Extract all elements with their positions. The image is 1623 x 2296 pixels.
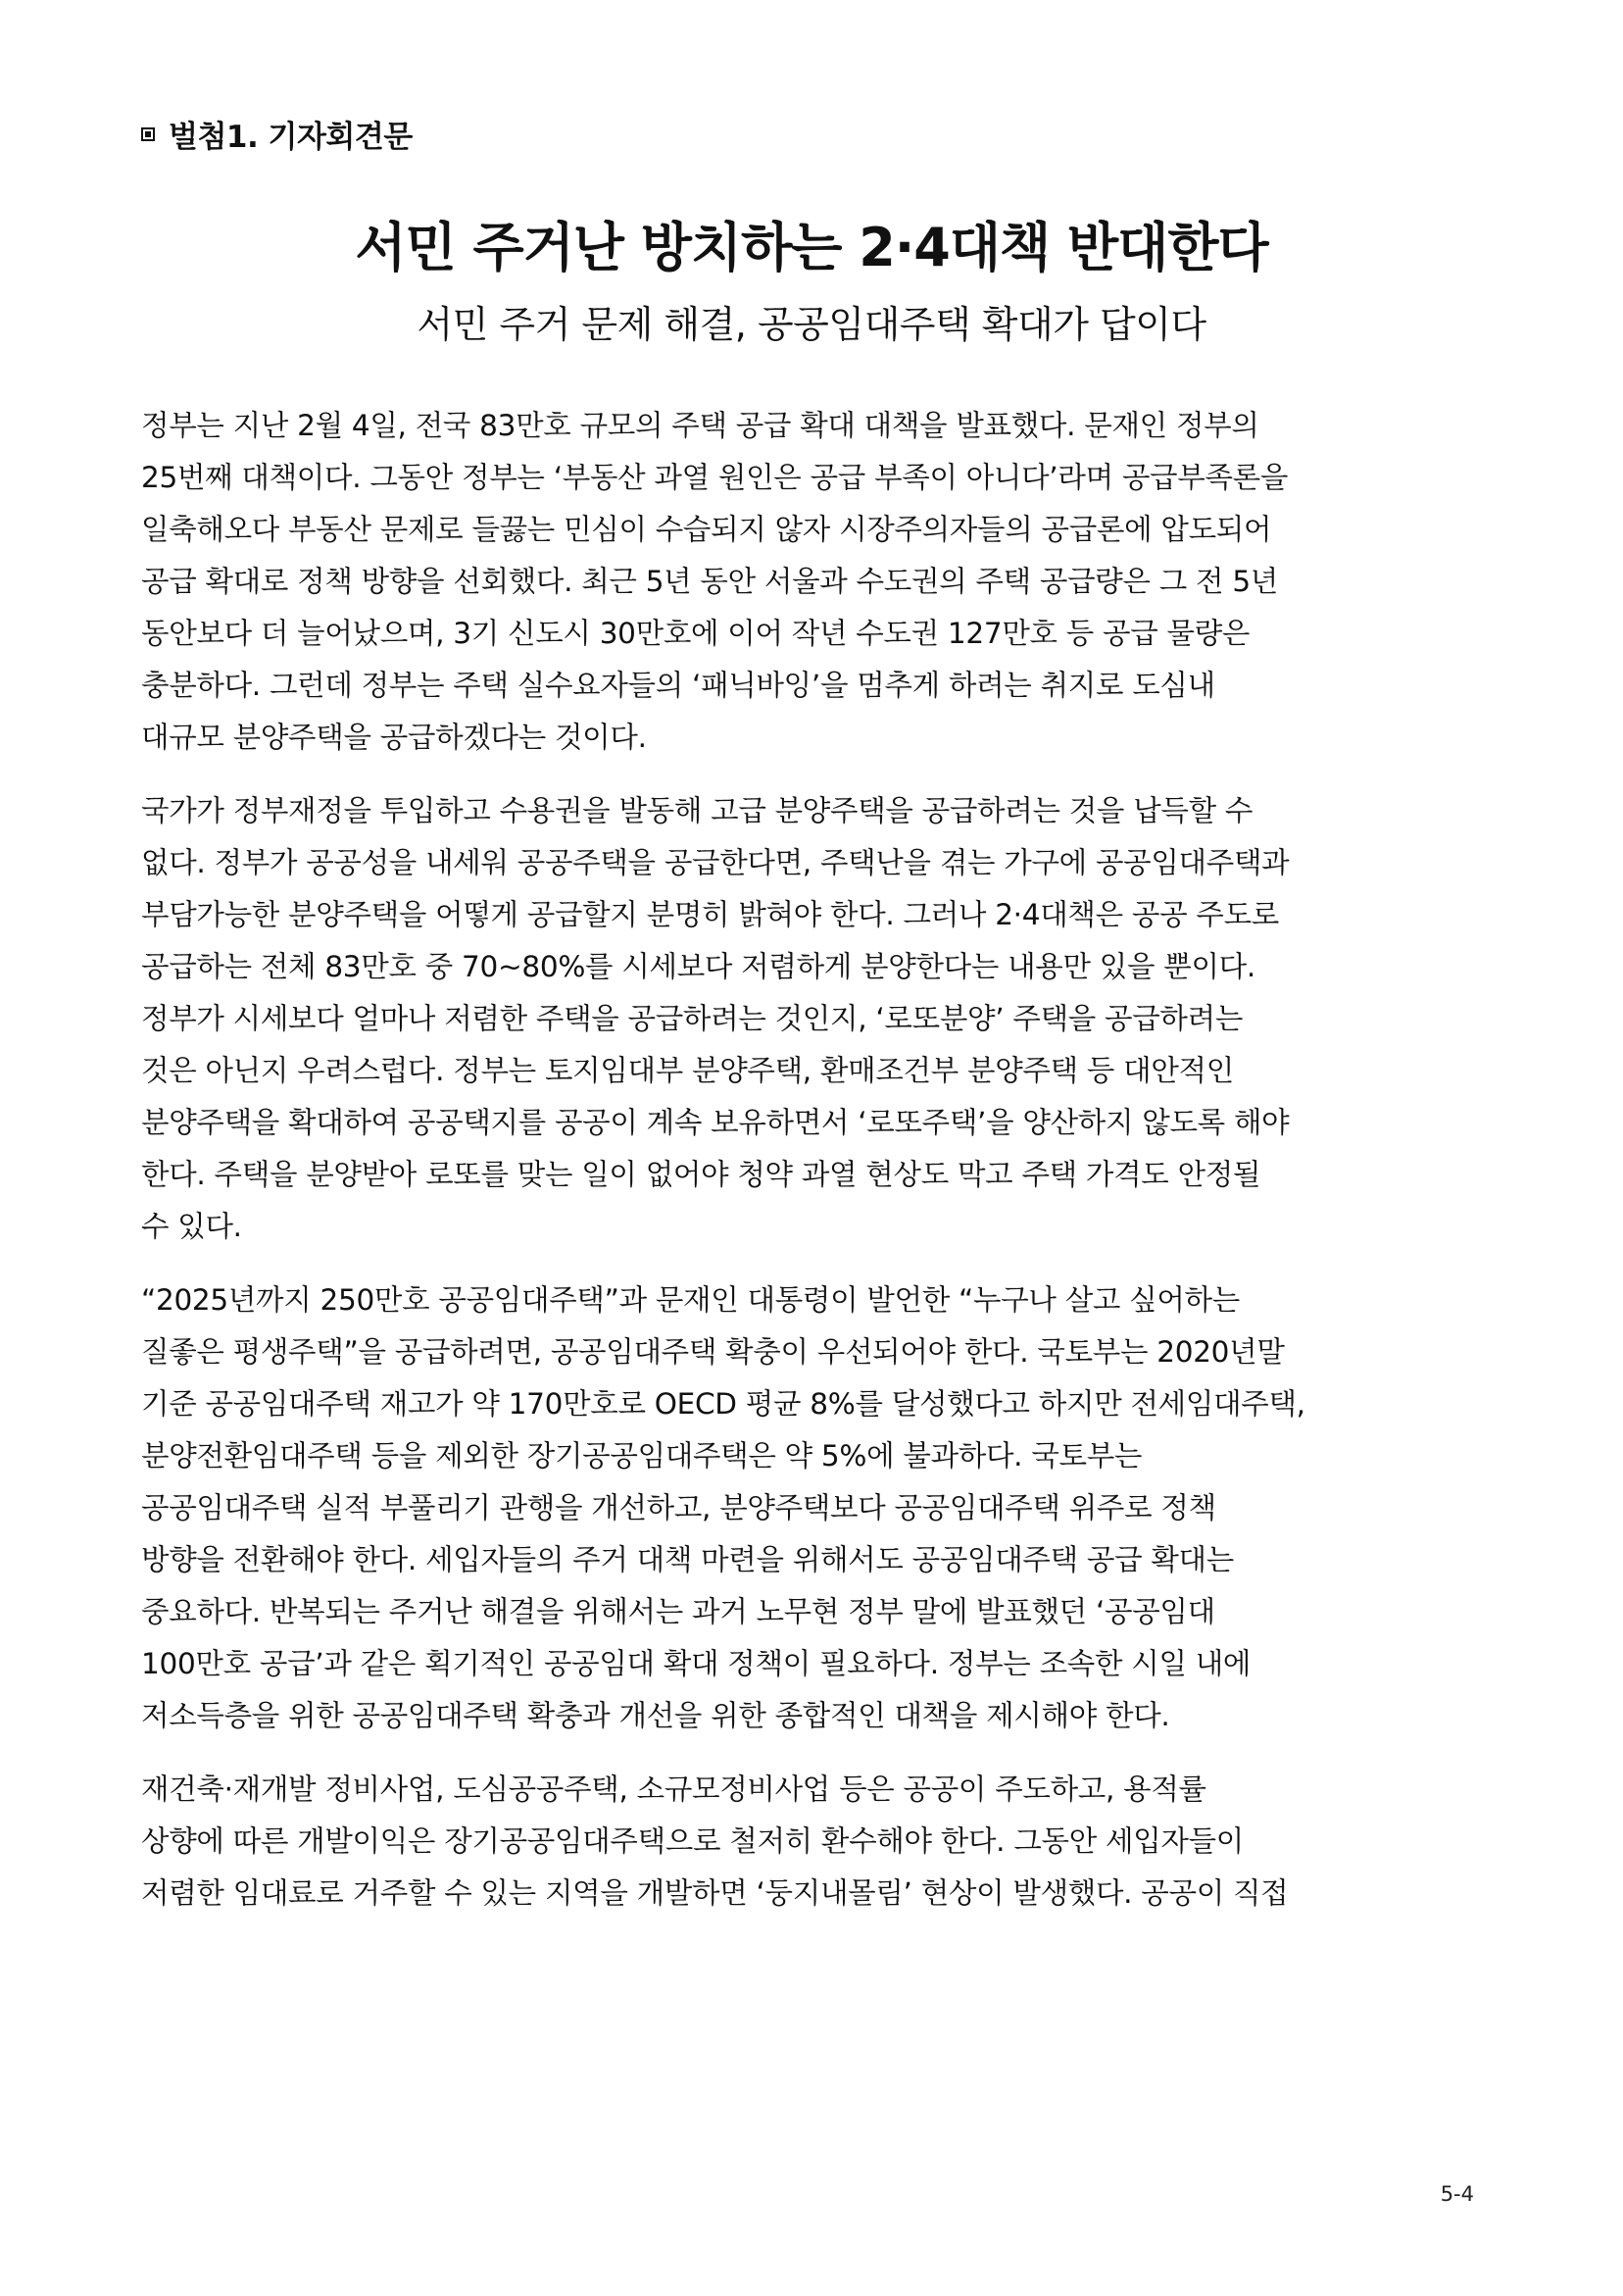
text-line: 100만호 공급’과 같은 획기적인 공공임대 확대 정책이 필요하다. 정부는 조속한 시일 내에 xyxy=(141,1647,1252,1680)
text-line: 대규모 분양주택을 공급하겠다는 것이다. xyxy=(141,721,647,754)
text-line: “2025년까지 250만호 공공임대주택”과 문재인 대통령이 발언한 “누구나 살고 싶어하는 xyxy=(141,1283,1240,1317)
text-line: 저렴한 임대료로 거주할 수 있는 지역을 개발하면 ‘둥지내몰림’ 현상이 발생했다. 공공이 직접 xyxy=(141,1876,1289,1910)
paragraph-3 xyxy=(141,1274,1503,1742)
text-line: 상향에 따른 개발이익은 장기공공임대주택으로 철저히 환수해야 한다. 그동안 세입자들이 xyxy=(141,1824,1244,1858)
text-line: 재건축·재개발 정비사업, 도심공공주택, 소규모정비사업 등은 공공이 주도하고, 용적률 xyxy=(141,1772,1206,1806)
text-line: 부담가능한 분양주택을 어떻게 공급할지 분명히 밝혀야 한다. 그러나 2·4대책은 공공 주도로 xyxy=(141,898,1279,931)
text-line: 분양전환임대주택 등을 제외한 장기공공임대주택은 약 5%에 불과하다. 국토부는 xyxy=(141,1439,1143,1472)
paragraph-2 xyxy=(141,785,1503,1253)
text-line: 수 있다. xyxy=(141,1210,242,1243)
page-subtitle: 서민 주거 문제 해결, 공공임대주택 확대가 답이다 xyxy=(417,303,1206,346)
document-body xyxy=(141,400,1503,1941)
text-line: 분양주택을 확대하여 공공택지를 공공이 계속 보유하면서 ‘로또주택’을 양산하지 않도록 해야 xyxy=(141,1106,1290,1139)
paragraph-4 xyxy=(141,1764,1503,1920)
text-line: 25번째 대책이다. 그동안 정부는 ‘부동산 과열 원인은 공급 부족이 아니다’라며 공급부족론을 xyxy=(141,461,1289,494)
text-line: 질좋은 평생주택”을 공급하려면, 공공임대주택 확충이 우선되어야 한다. 국토부는 2020년말 xyxy=(141,1335,1285,1369)
text-line: 방향을 전환해야 한다. 세입자들의 주거 대책 마련을 위해서도 공공임대주택 공급 확대는 xyxy=(141,1543,1234,1576)
text-line: 공급하는 전체 83만호 중 70~80%를 시세보다 저렴하게 분양한다는 내용만 있을 뿐이다. xyxy=(141,950,1255,983)
page-title: 서민 주거난 방치하는 2·4대책 반대한다 xyxy=(355,217,1268,278)
text-line: 저소득층을 위한 공공임대주택 확충과 개선을 위한 종합적인 대책을 제시해야 한다. xyxy=(141,1699,1170,1732)
text-line: 일축해오다 부동산 문제로 들끓는 민심이 수습되지 않자 시장주의자들의 공급론에 압도되어 xyxy=(141,513,1272,546)
text-line: 것은 아닌지 우려스럽다. 정부는 토지임대부 분양주택, 환매조건부 분양주택 등 대안적인 xyxy=(141,1054,1234,1087)
text-line: 공급 확대로 정책 방향을 선회했다. 최근 5년 동안 서울과 수도권의 주택 공급량은 그 전 5년 xyxy=(141,565,1278,598)
text-line: 정부는 지난 2월 4일, 전국 83만호 규모의 주택 공급 확대 대책을 발표했다. 문재인 정부의 xyxy=(141,409,1259,442)
square-bullet-icon xyxy=(141,127,155,141)
text-line: 기준 공공임대주택 재고가 약 170만호로 OECD 평균 8%를 달성했다고 하지만 전세임대주택, xyxy=(141,1387,1305,1421)
text-line: 동안보다 더 늘어났으며, 3기 신도시 30만호에 이어 작년 수도권 127만호 등 공급 물량은 xyxy=(141,617,1251,650)
text-line: 공공임대주택 실적 부풀리기 관행을 개선하고, 분양주택보다 공공임대주택 위주로 정책 xyxy=(141,1491,1216,1524)
text-line: 한다. 주택을 분양받아 로또를 맞는 일이 없어야 청약 과열 현상도 막고 주택 가격도 안정될 xyxy=(141,1158,1261,1191)
paragraph-1 xyxy=(141,400,1503,764)
text-line: 없다. 정부가 공공성을 내세워 공공주택을 공급한다면, 주택난을 겪는 가구에 공공임대주택과 xyxy=(141,846,1290,879)
text-line: 정부가 시세보다 얼마나 저렴한 주택을 공급하려는 것인지, ‘로또분양’ 주택을 공급하려는 xyxy=(141,1002,1244,1035)
text-line: 충분하다. 그런데 정부는 주택 실수요자들의 ‘패닉바잉’을 멈추게 하려는 취지로 도심내 xyxy=(141,669,1215,702)
page-number: 5-4 xyxy=(1440,2182,1474,2206)
attachment-label-text: 벌첨1. 기자회견문 xyxy=(169,120,413,155)
attachment-label xyxy=(141,112,413,156)
text-line: 국가가 정부재정을 투입하고 수용권을 발동해 고급 분양주택을 공급하려는 것을 납득할 수 xyxy=(141,794,1254,827)
text-line: 중요하다. 반복되는 주거난 해결을 위해서는 과거 노무현 정부 말에 발표했던 ‘공공임대 xyxy=(141,1595,1215,1628)
